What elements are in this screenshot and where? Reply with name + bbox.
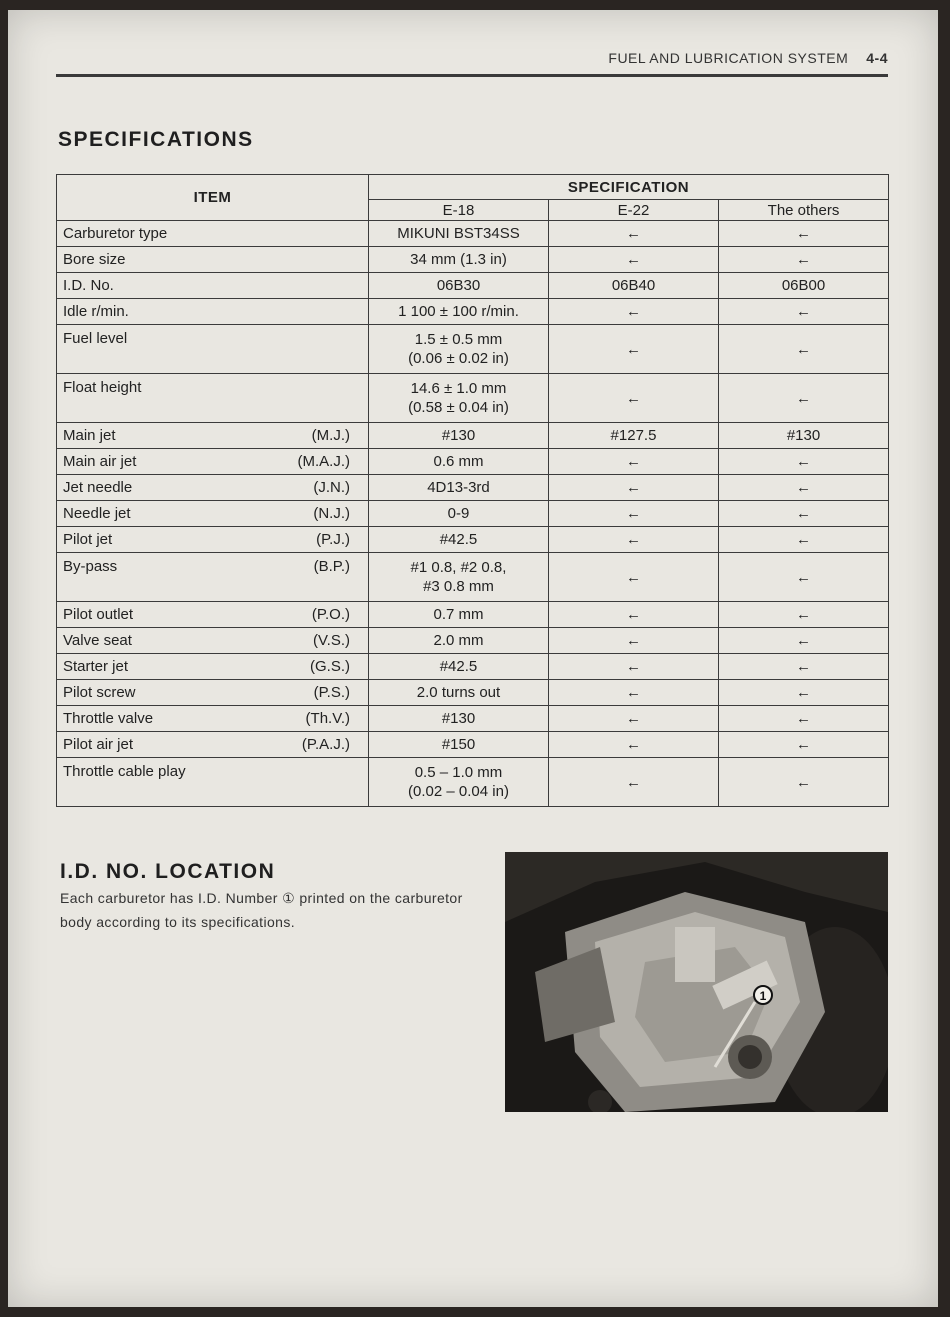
table-row bbox=[57, 654, 889, 680]
row-e18-value bbox=[369, 221, 549, 247]
table-row bbox=[57, 273, 889, 299]
row-e22-value: ← bbox=[549, 680, 719, 706]
row-others-value: ← bbox=[719, 602, 889, 628]
table-row bbox=[57, 423, 889, 449]
row-e18-value bbox=[369, 423, 549, 449]
row-e18-value bbox=[369, 553, 549, 602]
e18-line-1: 1.5 ± 0.5 mm bbox=[414, 331, 503, 348]
callout-number: 1 bbox=[759, 989, 767, 1003]
e18-line-2: (0.58 ± 0.04 in) bbox=[408, 399, 509, 416]
header-others: The others bbox=[719, 200, 889, 221]
page-header bbox=[56, 46, 888, 77]
row-e22-value: ← bbox=[549, 527, 719, 553]
table-row bbox=[57, 628, 889, 654]
row-item: Throttle valve bbox=[57, 706, 287, 732]
e18-line-1: 4D13-3rd bbox=[427, 479, 490, 496]
row-abbreviation bbox=[287, 758, 369, 807]
e18-line-1: 2.0 mm bbox=[433, 632, 484, 649]
row-item: Float height bbox=[57, 374, 287, 423]
e18-line-1: 06B30 bbox=[436, 277, 481, 294]
row-others-value: ← bbox=[719, 374, 889, 423]
e18-line-1: #150 bbox=[441, 736, 476, 753]
table-row bbox=[57, 475, 889, 501]
id-location-text: Each carburetor has I.D. Number ① printed on the carburetor body according to its specifications. bbox=[60, 890, 463, 930]
e18-line-1: 1 100 ± 100 r/min. bbox=[398, 303, 519, 320]
row-abbreviation bbox=[287, 374, 369, 423]
row-e18-value bbox=[369, 758, 549, 807]
row-e18-value bbox=[369, 247, 549, 273]
row-others-value: ← bbox=[719, 475, 889, 501]
row-abbreviation: (V.S.) bbox=[287, 628, 369, 654]
row-abbreviation: (M.A.J.) bbox=[287, 449, 369, 475]
row-others-value: 06B00 bbox=[719, 273, 889, 299]
row-abbreviation bbox=[287, 221, 369, 247]
row-e18-value bbox=[369, 449, 549, 475]
row-abbreviation: (N.J.) bbox=[287, 501, 369, 527]
row-item: Valve seat bbox=[57, 628, 287, 654]
table-row bbox=[57, 325, 889, 374]
table-row bbox=[57, 706, 889, 732]
row-abbreviation: (B.P.) bbox=[287, 553, 369, 602]
specifications-title: SPECIFICATIONS bbox=[58, 128, 254, 151]
row-item: Main air jet bbox=[57, 449, 287, 475]
row-item: I.D. No. bbox=[57, 273, 287, 299]
e18-line-1: #130 bbox=[441, 710, 476, 727]
row-item: Bore size bbox=[57, 247, 287, 273]
row-e18-value bbox=[369, 680, 549, 706]
row-item: Idle r/min. bbox=[57, 299, 287, 325]
row-others-value: ← bbox=[719, 654, 889, 680]
table-row bbox=[57, 221, 889, 247]
table-row bbox=[57, 247, 889, 273]
row-item: By-pass bbox=[57, 553, 287, 602]
e18-line-1: 0.7 mm bbox=[433, 606, 484, 623]
row-e18-value bbox=[369, 273, 549, 299]
row-e22-value: ← bbox=[549, 325, 719, 374]
row-others-value: ← bbox=[719, 247, 889, 273]
e18-line-1: 0.5 – 1.0 mm bbox=[414, 764, 503, 781]
row-e18-value bbox=[369, 527, 549, 553]
row-e18-value bbox=[369, 325, 549, 374]
row-e22-value: ← bbox=[549, 654, 719, 680]
row-item: Starter jet bbox=[57, 654, 287, 680]
specifications-body bbox=[57, 221, 889, 807]
table-row bbox=[57, 501, 889, 527]
carburetor-photo bbox=[505, 852, 888, 1112]
table-row bbox=[57, 732, 889, 758]
row-e22-value: ← bbox=[549, 706, 719, 732]
row-item: Pilot screw bbox=[57, 680, 287, 706]
e18-line-2: (0.02 – 0.04 in) bbox=[408, 783, 509, 800]
row-e18-value bbox=[369, 732, 549, 758]
row-others-value: ← bbox=[719, 221, 889, 247]
row-e22-value: ← bbox=[549, 221, 719, 247]
e18-line-1: 34 mm (1.3 in) bbox=[410, 251, 507, 268]
e18-line-1: 2.0 turns out bbox=[416, 684, 501, 701]
table-row bbox=[57, 553, 889, 602]
row-item: Pilot air jet bbox=[57, 732, 287, 758]
row-e22-value: 06B40 bbox=[549, 273, 719, 299]
manual-page bbox=[8, 10, 938, 1307]
row-item: Pilot jet bbox=[57, 527, 287, 553]
row-e22-value: ← bbox=[549, 732, 719, 758]
e18-line-1: #42.5 bbox=[439, 531, 478, 548]
e18-line-2: (0.06 ± 0.02 in) bbox=[408, 350, 509, 367]
row-others-value: ← bbox=[719, 628, 889, 654]
row-abbreviation: (P.O.) bbox=[287, 602, 369, 628]
row-others-value: ← bbox=[719, 553, 889, 602]
header-text bbox=[608, 50, 888, 66]
header-e22: E-22 bbox=[549, 200, 719, 221]
row-others-value: ← bbox=[719, 706, 889, 732]
table-row bbox=[57, 374, 889, 423]
page-number: 4-4 bbox=[866, 50, 888, 66]
row-e22-value: ← bbox=[549, 475, 719, 501]
row-abbreviation: (G.S.) bbox=[287, 654, 369, 680]
header-section: FUEL AND LUBRICATION SYSTEM bbox=[608, 50, 849, 66]
e18-line-1: 0-9 bbox=[447, 505, 470, 522]
row-abbreviation bbox=[287, 299, 369, 325]
row-others-value: ← bbox=[719, 501, 889, 527]
header-item: ITEM bbox=[57, 175, 369, 221]
row-e18-value bbox=[369, 706, 549, 732]
row-e22-value: ← bbox=[549, 501, 719, 527]
id-location-title: I.D. NO. LOCATION bbox=[60, 860, 276, 883]
row-e22-value: ← bbox=[549, 602, 719, 628]
table-row bbox=[57, 449, 889, 475]
row-e18-value bbox=[369, 299, 549, 325]
row-e22-value: ← bbox=[549, 449, 719, 475]
row-item: Throttle cable play bbox=[57, 758, 287, 807]
row-abbreviation: (P.A.J.) bbox=[287, 732, 369, 758]
row-abbreviation bbox=[287, 325, 369, 374]
row-abbreviation: (J.N.) bbox=[287, 475, 369, 501]
row-abbreviation: (Th.V.) bbox=[287, 706, 369, 732]
row-abbreviation: (P.S.) bbox=[287, 680, 369, 706]
row-others-value: ← bbox=[719, 527, 889, 553]
row-item: Pilot outlet bbox=[57, 602, 287, 628]
row-item: Jet needle bbox=[57, 475, 287, 501]
row-e18-value bbox=[369, 602, 549, 628]
row-others-value: ← bbox=[719, 732, 889, 758]
e18-line-1: MIKUNI BST34SS bbox=[397, 225, 520, 242]
row-abbreviation bbox=[287, 273, 369, 299]
row-e18-value bbox=[369, 475, 549, 501]
e18-line-1: #42.5 bbox=[439, 658, 478, 675]
row-others-value: #130 bbox=[719, 423, 889, 449]
row-e22-value: ← bbox=[549, 299, 719, 325]
table-row bbox=[57, 602, 889, 628]
row-item: Main jet bbox=[57, 423, 287, 449]
table-row bbox=[57, 299, 889, 325]
row-e22-value: ← bbox=[549, 553, 719, 602]
row-item: Needle jet bbox=[57, 501, 287, 527]
row-others-value: ← bbox=[719, 680, 889, 706]
specifications-table bbox=[56, 174, 889, 807]
e18-line-1: #130 bbox=[441, 427, 476, 444]
carburetor-photo-image bbox=[505, 852, 888, 1112]
row-e18-value bbox=[369, 501, 549, 527]
e18-line-1: #1 0.8, #2 0.8, bbox=[410, 559, 507, 576]
row-e18-value bbox=[369, 628, 549, 654]
row-abbreviation bbox=[287, 247, 369, 273]
row-others-value: ← bbox=[719, 299, 889, 325]
row-item: Fuel level bbox=[57, 325, 287, 374]
table-row bbox=[57, 680, 889, 706]
row-others-value: ← bbox=[719, 758, 889, 807]
row-item: Carburetor type bbox=[57, 221, 287, 247]
row-e22-value: ← bbox=[549, 247, 719, 273]
row-abbreviation: (M.J.) bbox=[287, 423, 369, 449]
e18-line-1: 0.6 mm bbox=[433, 453, 484, 470]
row-e22-value: ← bbox=[549, 374, 719, 423]
row-others-value: ← bbox=[719, 325, 889, 374]
header-specification: SPECIFICATION bbox=[369, 175, 889, 200]
e18-line-2: #3 0.8 mm bbox=[423, 578, 494, 595]
e18-line-1: 14.6 ± 1.0 mm bbox=[410, 380, 507, 397]
row-e18-value bbox=[369, 654, 549, 680]
row-abbreviation: (P.J.) bbox=[287, 527, 369, 553]
table-row bbox=[57, 758, 889, 807]
table-row bbox=[57, 527, 889, 553]
row-others-value: ← bbox=[719, 449, 889, 475]
row-e22-value: #127.5 bbox=[549, 423, 719, 449]
header-e18: E-18 bbox=[369, 200, 549, 221]
row-e22-value: ← bbox=[549, 628, 719, 654]
row-e22-value: ← bbox=[549, 758, 719, 807]
row-e18-value bbox=[369, 374, 549, 423]
